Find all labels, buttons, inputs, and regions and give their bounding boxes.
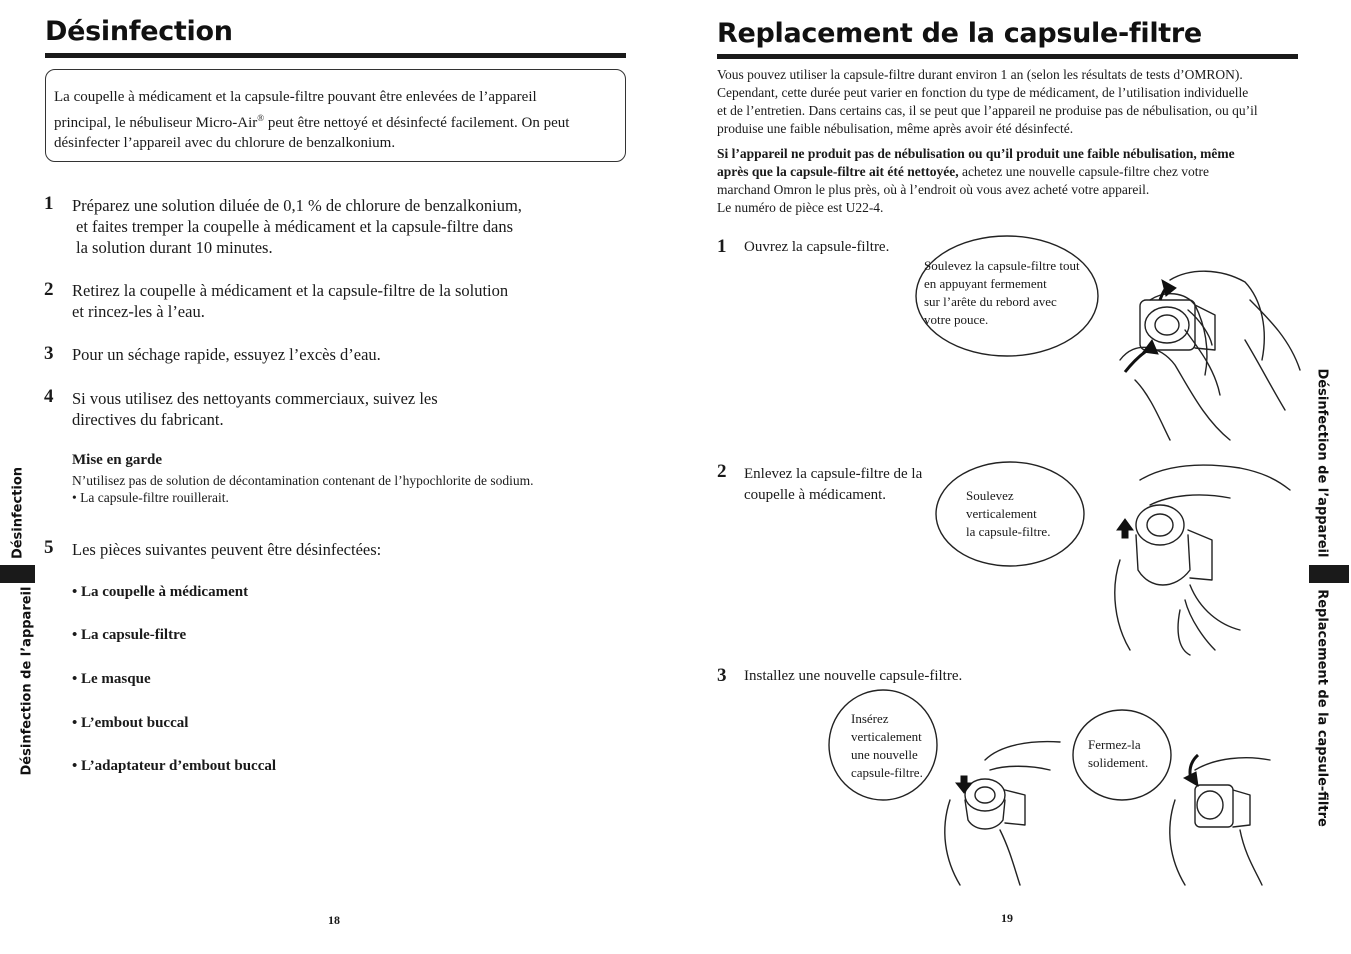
left-step-3-number: 3 xyxy=(44,343,54,364)
bullet-item: • L’embout buccal xyxy=(72,715,189,731)
bullet-item: • La capsule-filtre xyxy=(72,627,187,643)
hand-closing-filter-illustration xyxy=(1170,758,1270,885)
left-page-title: Désinfection xyxy=(45,16,233,47)
left-step-1-number: 1 xyxy=(44,193,54,214)
left-step-3-text: Pour un séchage rapide, essuyez l’excès d’eau. xyxy=(72,345,381,364)
callout-insert-vertically: Insérez verticalement une nouvelle capsule-filtre. xyxy=(851,711,923,780)
right-page-title: Replacement de la capsule-filtre xyxy=(717,18,1202,49)
right-step-2-text: Enlevez la capsule-filtre de la coupelle à médicament. xyxy=(744,466,923,503)
bullet-item: • Le masque xyxy=(72,671,151,687)
hand-inserting-filter-illustration xyxy=(945,742,1060,885)
hand-lifting-filter-illustration xyxy=(1115,465,1290,655)
right-warning-paragraph: Si l’appareil ne produit pas de nébulisation ou qu’il produit une faible nébulisation, même après que la capsule-filtre ait été nettoyée, achetez une nouvelle capsule-filtre chez votre marchand Omron le plus près, où à l’endroit où vous avez acheté votre appareil. Le numéro de pièce est U22-4. xyxy=(717,146,1235,215)
left-page-number: 18 xyxy=(328,913,340,927)
left-side-tab-inactive: Désinfection de l’appareil xyxy=(19,586,35,776)
left-step-4-number: 4 xyxy=(44,386,54,407)
right-step-3-text: Installez une nouvelle capsule-filtre. xyxy=(744,668,963,684)
right-step-1-number: 1 xyxy=(717,236,727,257)
right-step-3-number: 3 xyxy=(717,665,727,686)
right-step-1-text: Ouvrez la capsule-filtre. xyxy=(744,239,890,255)
left-step-5-number: 5 xyxy=(44,537,54,558)
right-side-tab-marker xyxy=(1309,565,1349,583)
left-step-4-text: Si vous utilisez des nettoyants commerciaux, suivez les directives du fabricant. xyxy=(72,389,438,429)
left-step-1-text: Préparez une solution diluée de 0,1 % de chlorure de benzalkonium, et faites tremper la coupelle à médicament et la capsule-filtre dans la solution durant 10 minutes. xyxy=(72,196,522,257)
left-step-2-number: 2 xyxy=(44,279,54,300)
left-side-tab-active: Désinfection xyxy=(10,466,26,560)
right-side-tab-inactive: Désinfection de l’appareil xyxy=(1314,368,1330,558)
callout-lift-filter-open: Soulevez la capsule-filtre tout en appuyant fermement sur l’arête du rebord avec votre pouce. xyxy=(924,258,1080,327)
hand-opening-filter-illustration xyxy=(1120,271,1300,440)
right-intro-paragraph: Vous pouvez utiliser la capsule-filtre durant environ 1 an (selon les résultats de tests d’OMRON). Cependant, cette durée peut varier en fonction du type de médicament, de l’utilisation individuelle et de l’entretien. Dans certains cas, il se peut que l’appareil ne produise pas de nébulisation, ou qu’il produise une faible nébulisation, même après avoir été désinfecté. xyxy=(717,67,1258,136)
right-page-number: 19 xyxy=(1001,911,1013,925)
intro-line-3: désinfecter l’appareil avec du chlorure de benzalkonium. xyxy=(54,135,396,151)
callout-close-firmly: Fermez-la solidement. xyxy=(1088,737,1149,770)
left-step-2-text: Retirez la coupelle à médicament et la capsule-filtre de la solution et rincez-les à l’eau. xyxy=(72,281,509,321)
intro-line-2: principal, le nébuliseur Micro-Air® peut être nettoyé et désinfecté facilement. On peut xyxy=(54,112,570,131)
intro-line-1: La coupelle à médicament et la capsule-filtre pouvant être enlevées de l’appareil xyxy=(54,89,537,105)
left-step-5-text: Les pièces suivantes peuvent être désinfectées: xyxy=(72,540,382,559)
right-side-tab-active: Replacement de la capsule-filtre xyxy=(1314,589,1330,827)
bullet-item: • La coupelle à médicament xyxy=(72,584,249,600)
caution-text: N’utilisez pas de solution de décontamination contenant de l’hypochlorite de sodium. • La capsule-filtre rouillerait. xyxy=(72,473,534,505)
caution-heading: Mise en garde xyxy=(72,452,162,468)
bullet-item: • L’adaptateur d’embout buccal xyxy=(72,758,277,774)
right-step-2-number: 2 xyxy=(717,461,727,482)
callout-lift-vertically: Soulevez verticalement la capsule-filtre. xyxy=(966,488,1051,539)
